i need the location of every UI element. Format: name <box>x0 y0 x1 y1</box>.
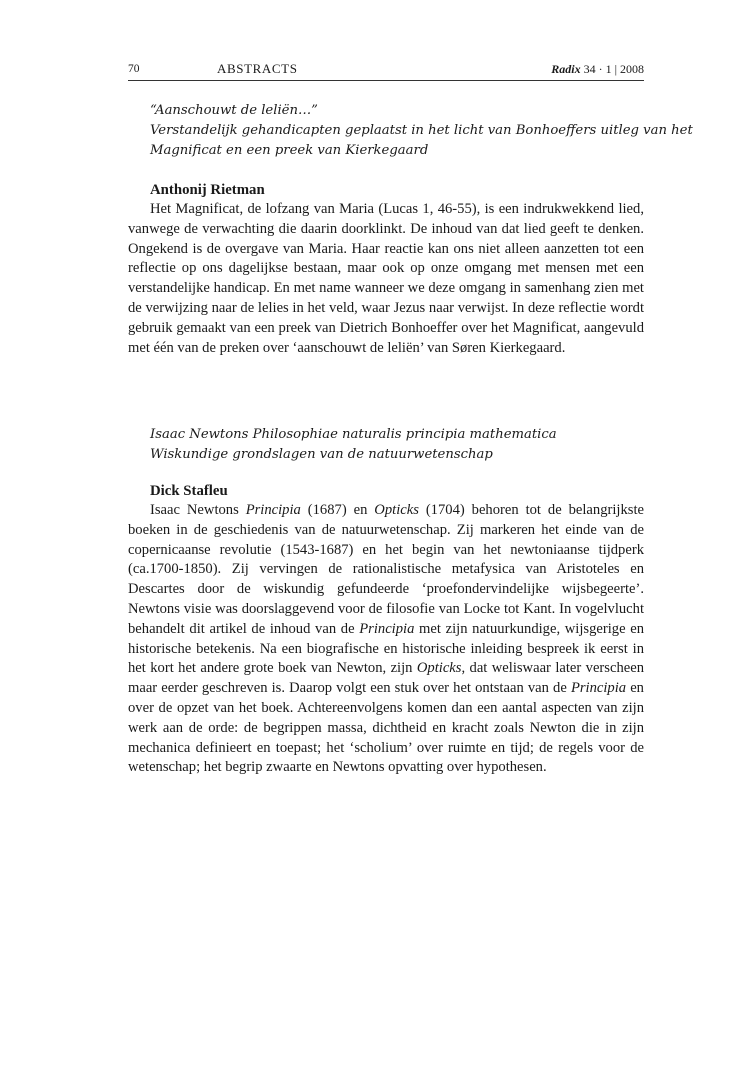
abstract-text: met zijn natuurkundige, wijsgerige en historische betekenis. Na een biografische en historische inleiding bespreek ik eerst in het kort het andere grote boek van Newton, zijn <box>128 620 645 677</box>
section-title: ABSTRACTS <box>217 61 298 76</box>
title-line: “Aanschouwt de leliën…” <box>150 103 318 118</box>
title-line: Verstandelijk gehandicapten geplaatst in het licht van Bonhoeffers uitleg van het <box>150 122 693 138</box>
article-2 <box>128 425 644 465</box>
abstract-text: en over de opzet van het boek. Achtereenvolgens komen dan een aantal aspecten van zijn werk aan de orde: de begrippen massa, dichtheid en kracht zoals Newton die in zijn mechanica definieert en toepast; het ‘scholium’ over ruimte en tijd; de regels voor de wetenschap; het begrip zwaarte en Newtons opvatting over hypothesen. <box>128 680 644 776</box>
page-number: 70 <box>128 63 140 75</box>
article-author: Dick Stafleu <box>150 483 228 499</box>
article-title <box>128 425 644 465</box>
journal-issue: 34 · 1 | 2008 <box>580 62 644 76</box>
book-title: Principia <box>245 502 301 518</box>
article-title <box>128 101 693 160</box>
article-1-body <box>128 180 644 358</box>
abstract-text: (1687) en <box>300 502 375 518</box>
abstract-text: Isaac Newtons <box>150 502 246 518</box>
abstract-text: , dat weliswaar later verscheen maar eerder geschreven is. Daarop volgt een stuk over het ontstaan van de <box>128 660 644 697</box>
book-title: Opticks <box>416 660 462 677</box>
book-title: Opticks <box>374 502 419 518</box>
title-line: Magnificat en een preek van Kierkegaard <box>150 142 429 158</box>
article-2-body <box>128 481 644 778</box>
header-rule <box>128 80 644 81</box>
article-author: Anthonij Rietman <box>150 182 265 198</box>
journal-reference <box>551 62 644 77</box>
running-header <box>128 61 644 79</box>
title-line: Isaac Newtons Philosophiae naturalis principia mathematica <box>150 427 557 442</box>
article-1 <box>128 101 693 160</box>
book-title: Principia <box>570 680 627 697</box>
journal-name: Radix <box>551 62 581 76</box>
article-abstract: Het Magnificat, de lofzang van Maria (Lucas 1, 46-55), is een indrukwekkend lied, vanwege de verwachting die daarin doorklinkt. De inhoud van dat lied geeft te denken. Ongekend is de overgave van Maria. Haar reactie kan ons niet alleen aanzetten tot een reflectie op ons dagelijkse bestaan, maar ook op onze omgang met mensen met een verstandelijke handicap. En met name wanneer we deze omgang in samenhang zien met de verwijzing naar de lelies in het veld, waar Jezus naar verwijst. In deze reflectie wordt gebruik gemaakt van een preek van Dietrich Bonhoeffer over het Magnificat, aangevuld met één van de preken over ‘aanschouwt de leliën’ van Søren Kierkegaard. <box>128 201 644 356</box>
title-line: Wiskundige grondslagen van de natuurwetenschap <box>150 446 493 462</box>
abstract-text: (1704) behoren tot de belangrijkste boeken in de geschiedenis van de natuurwetenschap. Zij markeren het einde van de copernicaanse revolutie (1543-1687) en het begin van het newtoniaanse tijdperk (ca.1700-1850). Zij vervingen de rationalistische metafysica van Aristoteles en Descartes door de wiskundig gefundeerde ‘proefondervindelijke wijsbegeerte’. Newtons visie was doorslaggevend voor de filosofie van Locke tot Kant. In vogelvlucht behandelt dit artikel de inhoud van de <box>128 502 644 637</box>
article-abstract <box>128 501 644 778</box>
book-title: Principia <box>359 620 415 637</box>
